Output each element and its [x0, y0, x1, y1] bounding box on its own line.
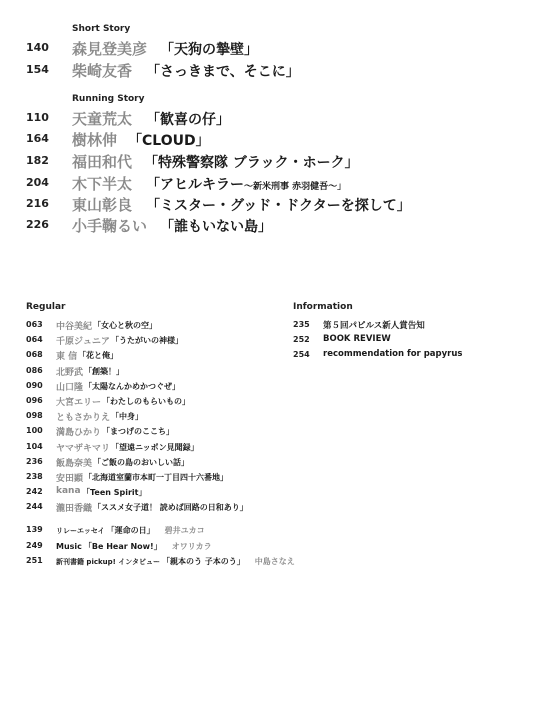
author-name: 瀧田香織	[56, 504, 93, 515]
article-title: 「ススメ女子道！ 読めば回路の日和あり」	[93, 503, 248, 513]
story-title: 「特殊警察隊 ブラック・ホーク」	[144, 155, 359, 171]
info-title: recommendation for papyrus	[323, 349, 463, 360]
page-number: 110	[26, 111, 49, 124]
author-name: ともさかりえ	[56, 413, 111, 424]
article-title: 「太陽なんかめかつぐぜ」	[84, 381, 180, 391]
page-number: 086	[26, 365, 43, 375]
author-name: 天童荒太	[72, 110, 133, 128]
page-number: 096	[26, 396, 43, 405]
author-name: 山口隆	[56, 382, 84, 393]
author-name: 大宮エリー	[56, 398, 102, 408]
page-number: 235	[293, 320, 310, 329]
article-title: 「中身」	[111, 412, 143, 422]
page-number: 139	[26, 525, 43, 534]
article-title: 「女心と秋の空」	[93, 321, 157, 330]
story-title: 「歓喜の仔」	[146, 112, 230, 128]
author-name: 北野武	[56, 367, 84, 378]
author-name: 碧井ユカコ	[164, 526, 205, 535]
page-number: 182	[26, 154, 49, 167]
info-title: BOOK REVIEW	[323, 334, 391, 345]
author-name: 中島さなえ	[254, 557, 295, 566]
page-number: 226	[26, 218, 49, 231]
running-story-label: Running Story	[72, 94, 145, 104]
page-number: 164	[26, 132, 49, 145]
regular-label: Regular	[26, 302, 66, 312]
article-title: 「Teen Spirit」	[82, 488, 147, 498]
story-title: 「アヒルキラー～新米刑事 赤羽健吾～」	[146, 177, 347, 193]
story-title: 「誰もいない島」	[160, 219, 272, 235]
article-title: 「Be Hear Now!」	[83, 541, 162, 551]
info-title: 第５回パピルス新人賞告知	[323, 321, 425, 331]
author-name: 千原ジュニア	[56, 337, 110, 348]
extra-entry	[56, 525, 205, 536]
page-number: 098	[26, 411, 43, 421]
page-number: 251	[26, 556, 43, 565]
page-number: 100	[26, 426, 43, 436]
story-subtitle: ～新米刑事 赤羽健吾～」	[244, 182, 347, 192]
extra-entry	[56, 556, 295, 567]
page-number: 242	[26, 487, 43, 497]
author-name: 東 信	[56, 352, 78, 363]
author-name: kana	[56, 486, 81, 497]
story-title: 「ミスター・グッド・ドクターを探して」	[146, 198, 411, 214]
story-title: 「CLOUD」	[128, 133, 210, 149]
information-label: Information	[293, 302, 353, 312]
short-story-label: Short Story	[72, 24, 131, 34]
author-name: ヤマザキマリ	[56, 443, 111, 454]
page-number: 249	[26, 540, 43, 550]
author-name: 安田顕	[56, 474, 84, 484]
page-number: 244	[26, 502, 43, 512]
page-number: 252	[293, 335, 310, 345]
author-name: 小手鞠るい	[72, 217, 148, 235]
article-title: 「わたしのもらいもの」	[102, 397, 190, 406]
article-title: 「望遠ニッポン見聞録」	[111, 442, 199, 452]
article-title: 「運命の日」	[106, 526, 155, 535]
author-name: 満島ひかり	[56, 428, 102, 439]
author-name: 樹林伸	[72, 131, 118, 149]
author-name: 東山彰良	[72, 196, 133, 214]
article-title: 「うたがいの神様」	[111, 336, 183, 346]
article-title: 「北海道室蘭市本町一丁目四十六番地」	[84, 473, 228, 482]
author-name: オワリカラ	[171, 541, 212, 551]
page-number: 254	[293, 350, 310, 360]
article-title: 「ご飯の島のおいしい話」	[93, 457, 189, 467]
page-number: 236	[26, 456, 43, 466]
page-number: 204	[26, 176, 49, 189]
article-title: 「まつげのここち」	[102, 427, 174, 437]
page-number: 238	[26, 472, 43, 481]
article-title: 「親本のう 子本のう」	[162, 557, 245, 566]
extra-entry	[56, 541, 212, 552]
author-name: 森見登美彦	[72, 40, 148, 58]
author-name: 飯島奈美	[56, 458, 93, 469]
story-title: 「天狗の摯壁」	[160, 42, 258, 58]
story-title: 「さっきまで、そこに」	[146, 64, 300, 80]
page-number: 063	[26, 320, 43, 329]
article-title: 「花と俺」	[78, 351, 118, 361]
column-name: 新刊書籍 pickup! インタビュー	[56, 558, 160, 566]
page-number: 064	[26, 335, 43, 345]
page-number: 154	[26, 63, 49, 76]
page-number: 140	[26, 41, 49, 54]
author-name: 福田和代	[72, 153, 133, 171]
author-name: 柴崎友香	[72, 62, 133, 80]
article-title: 「創築！」	[84, 366, 124, 376]
page-number: 216	[26, 197, 49, 210]
page-number: 090	[26, 380, 43, 390]
page-number: 104	[26, 441, 43, 451]
column-name: Music	[56, 541, 82, 551]
page-number: 068	[26, 350, 43, 360]
column-name: リレーエッセイ	[56, 527, 105, 535]
author-name: 木下半太	[72, 175, 133, 193]
author-name: 中谷美紀	[56, 322, 93, 332]
